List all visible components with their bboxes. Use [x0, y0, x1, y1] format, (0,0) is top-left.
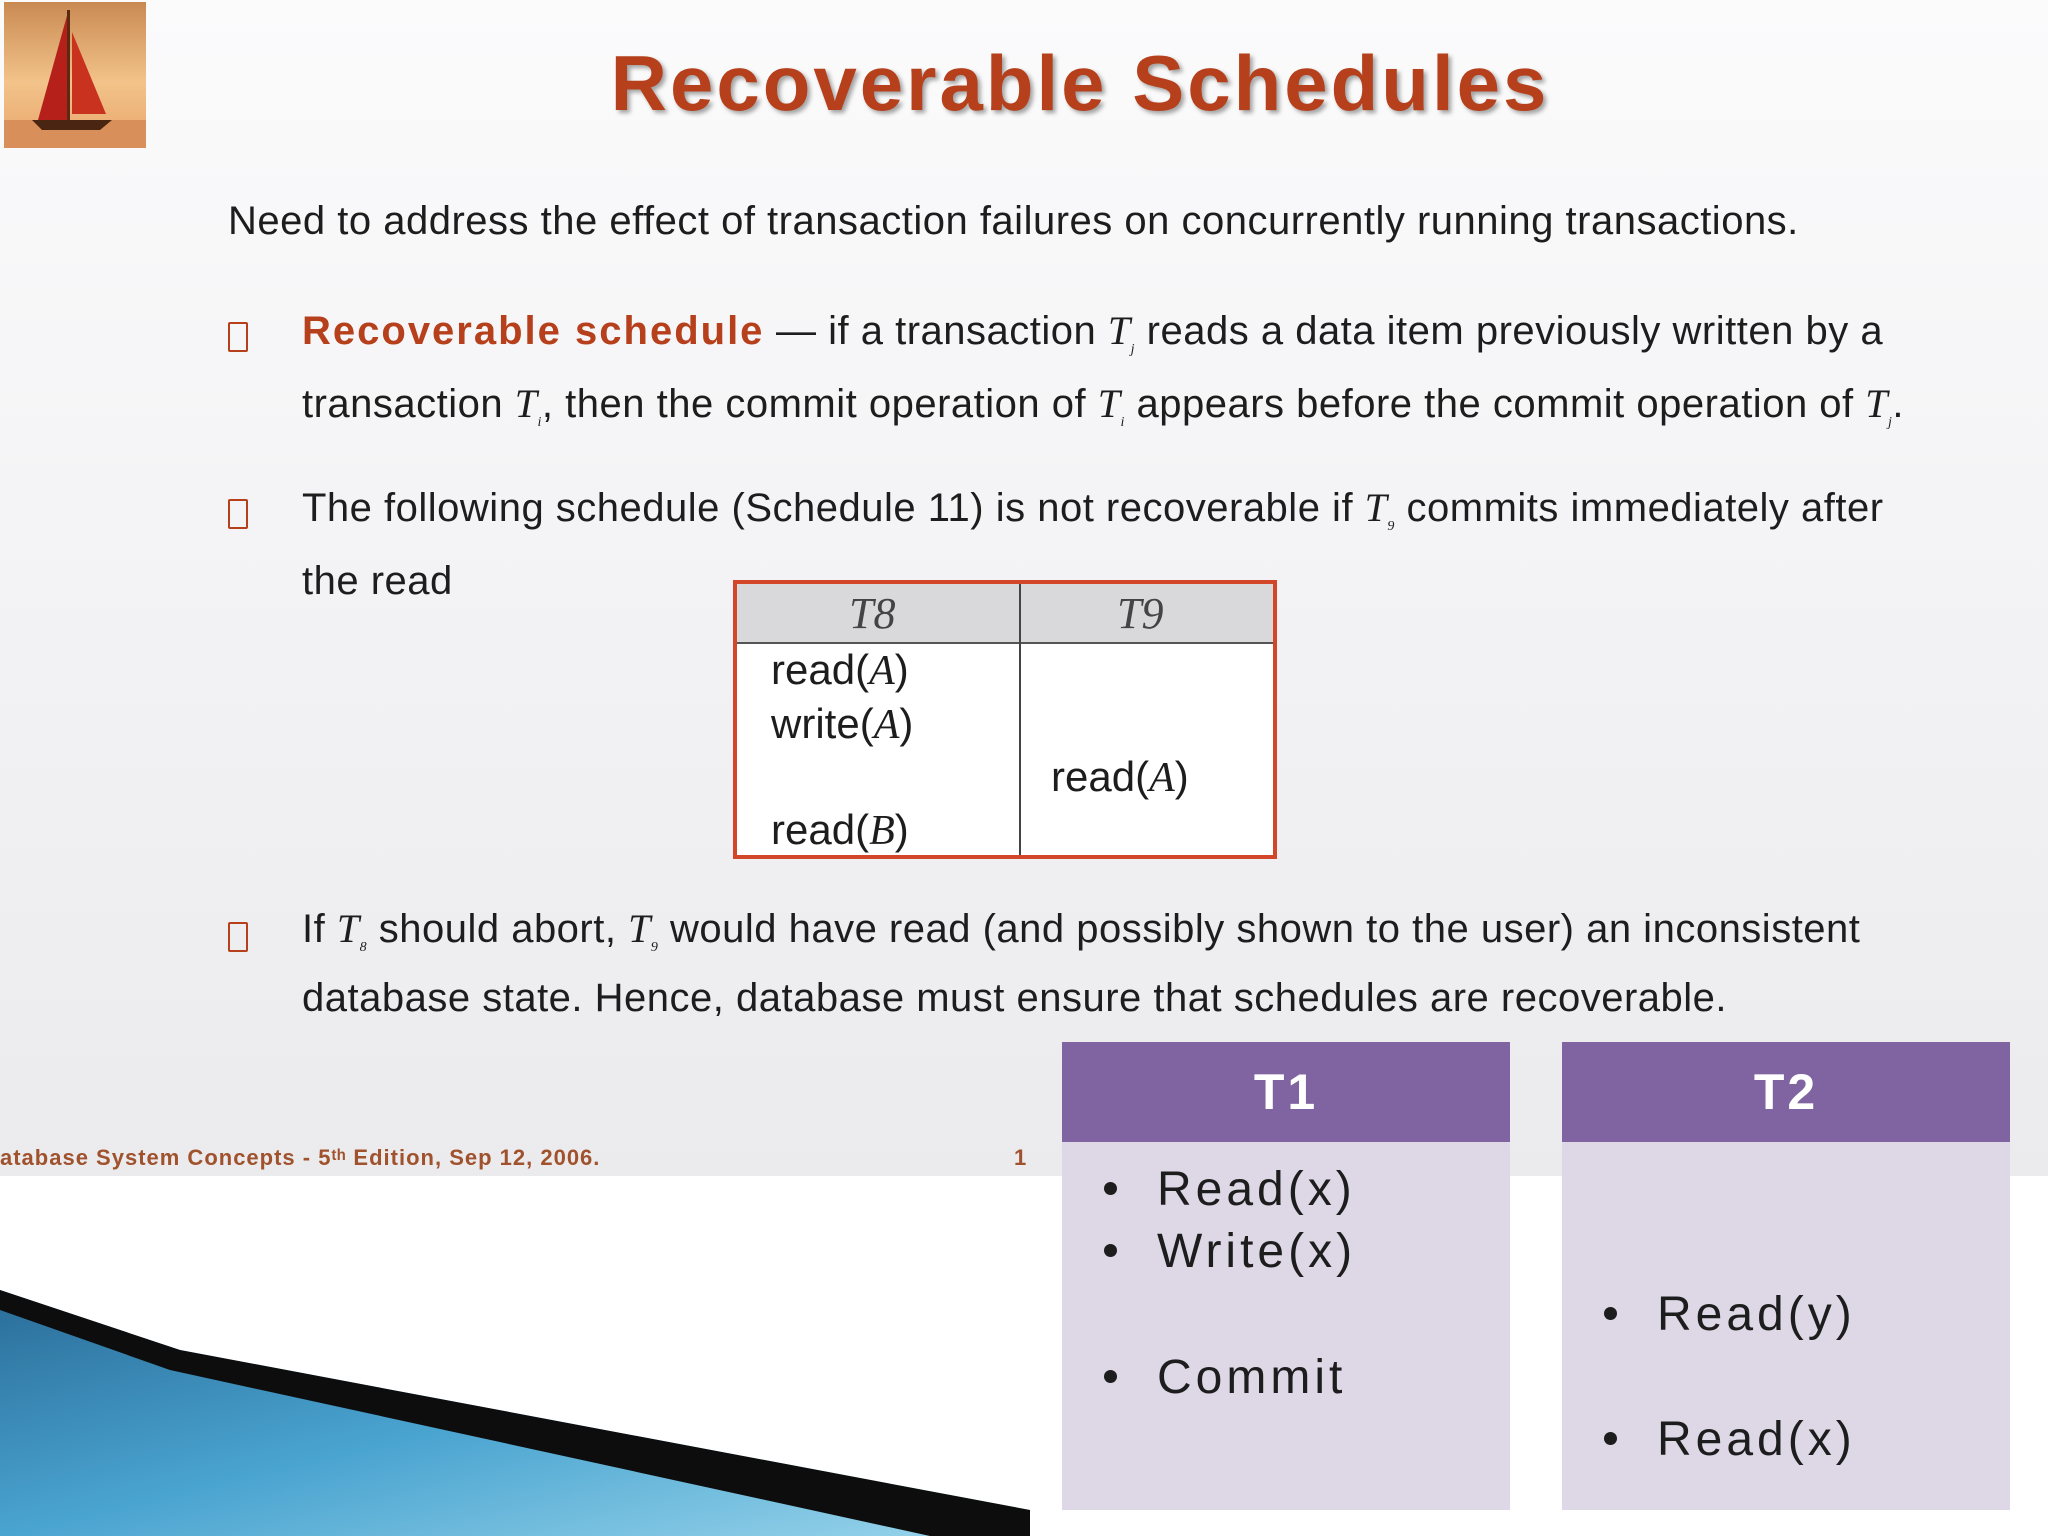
bullet-dot-icon — [1104, 1182, 1117, 1195]
recoverable-schedule-term: Recoverable schedule — [302, 309, 765, 353]
card-op: Read(x) — [1604, 1412, 1856, 1467]
text-span: would have read (and possibly shown to the user) an inconsistent database state. Hence, database must ensure that schedules are recoverable. — [302, 907, 1861, 1020]
bullet-dot-icon — [1604, 1307, 1617, 1320]
transaction-symbol: $T_i$ — [514, 381, 542, 430]
bullet-dot-icon — [1104, 1244, 1117, 1257]
card-op: Read(x) — [1104, 1162, 1356, 1217]
transaction-symbol: $T_j$ — [1107, 308, 1136, 357]
card-title-t2: T2 — [1562, 1042, 2010, 1142]
transaction-symbol: $T_8$ — [336, 906, 368, 955]
schedule-11-table — [733, 580, 1277, 859]
card-title-t1: T1 — [1062, 1042, 1510, 1142]
bullet-dot-icon — [1604, 1432, 1617, 1445]
transaction-symbol: $T_i$ — [1097, 381, 1125, 430]
header-t9: T9 — [1117, 589, 1164, 638]
schedule-op-t9-read-a: read(A) — [1051, 753, 1189, 801]
card-op: Commit — [1104, 1350, 1346, 1405]
slide-page-number: 1 — [1014, 1145, 1027, 1170]
text-span: reads a data item previously written by a transaction — [302, 309, 1884, 426]
text-span: commits immediately after the read — [302, 486, 1884, 603]
bullet-dot-icon — [1104, 1370, 1117, 1383]
transaction-card-t1 — [1062, 1042, 1510, 1510]
schedule-op-t8-read-b: read(B) — [771, 806, 909, 854]
schedule-table-header — [737, 584, 1273, 644]
card-op: Write(x) — [1104, 1224, 1356, 1279]
transaction-card-t2 — [1562, 1042, 2010, 1510]
transaction-symbol: $T_9$ — [628, 906, 659, 955]
schedule-op-t8-read-a: read(A) — [771, 646, 909, 694]
slide-footer: atabase System Concepts - 5ᵗʰ Edition, Sep 12, 2006. — [0, 1145, 601, 1170]
text-span: The following schedule (Schedule 11) is not recoverable if — [302, 486, 1365, 530]
bullet-abort-consequence — [302, 904, 1922, 1023]
bullet-marker-icon — [228, 322, 248, 352]
transaction-symbol: $T_j$ — [1865, 381, 1893, 430]
bullet-recoverable-definition — [302, 304, 1922, 450]
sailboat-logo-icon — [4, 2, 146, 148]
text-span: If — [302, 907, 337, 951]
text-span: — if a transaction — [764, 309, 1108, 353]
text-span: should abort, — [367, 907, 629, 951]
decorative-swoosh — [0, 1290, 1030, 1536]
header-t8: T8 — [849, 589, 896, 638]
bullet-marker-icon — [228, 922, 248, 952]
text-span: . — [1892, 382, 1905, 426]
transaction-symbol: $T_9$ — [1364, 485, 1395, 534]
column-divider — [1019, 584, 1021, 855]
text-span: , then the commit operation of — [541, 382, 1098, 426]
slide-title: Recoverable Schedules — [610, 39, 1550, 127]
card-op: Read(y) — [1604, 1287, 1856, 1342]
schedule-op-t8-write-a: write(A) — [771, 700, 914, 748]
bullet-marker-icon — [228, 499, 248, 529]
text-span: appears before the commit operation of — [1124, 382, 1866, 426]
intro-paragraph: Need to address the effect of transaction failures on concurrently running transactions. — [228, 199, 1799, 243]
